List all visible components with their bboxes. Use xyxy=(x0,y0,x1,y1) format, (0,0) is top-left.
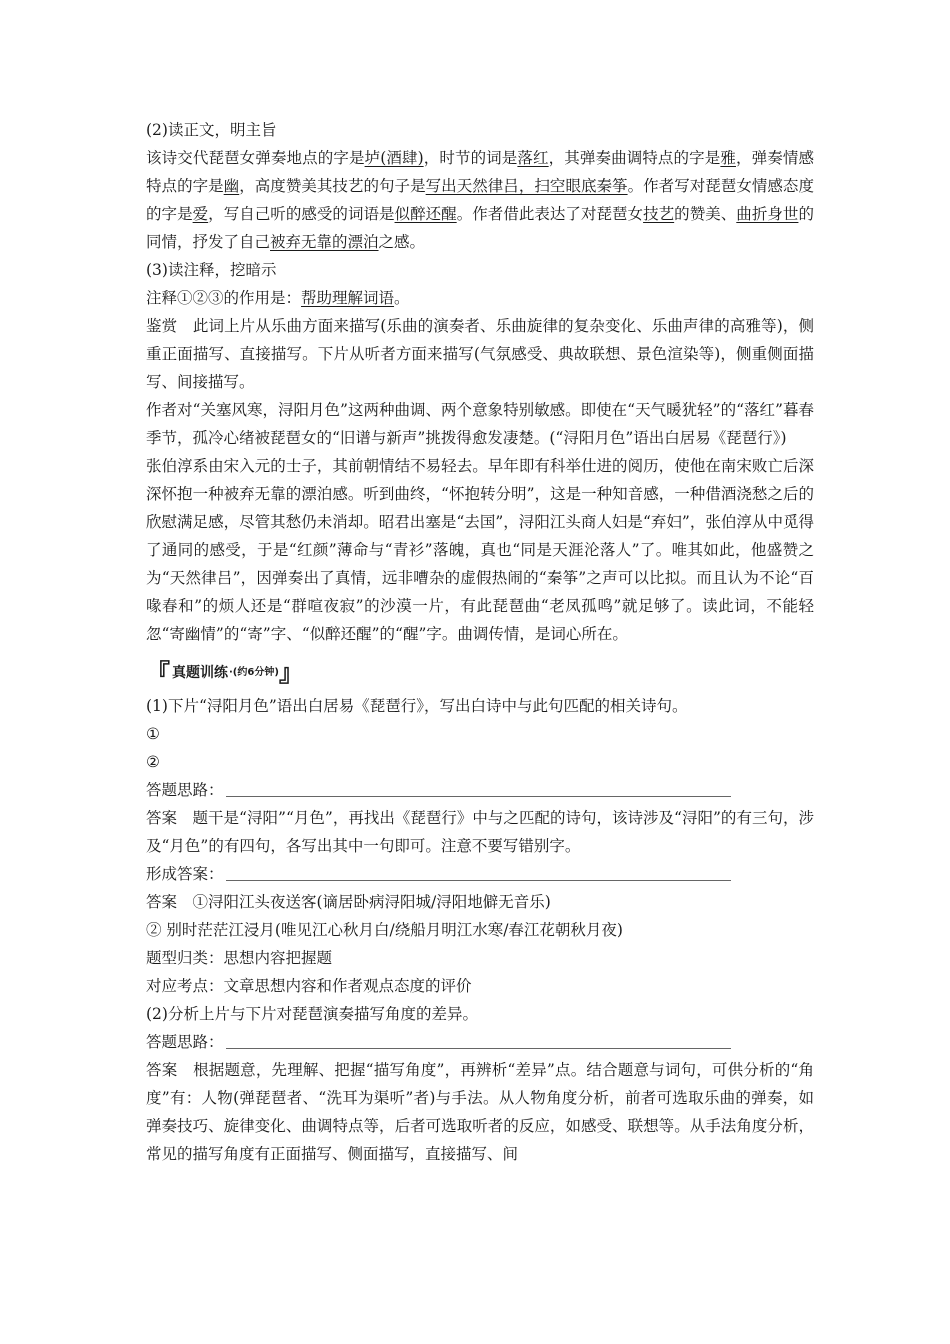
section-title-main: 真题训练 xyxy=(172,665,228,681)
subheading-read-notes: (3)读注释，挖暗示 xyxy=(146,261,277,279)
question-2: (2)分析上片与下片对琵琶演奏描写角度的差异。 xyxy=(146,1005,478,1023)
subheading-read-text: (2)读正文，明主旨 xyxy=(146,121,277,139)
section-title-time: ·(约6分钟) xyxy=(229,667,279,678)
question-1-type: 题型归类：思想内容把握题 xyxy=(146,949,333,967)
answer-thinking-label: 答题思路： xyxy=(146,781,224,799)
question-1-form-row xyxy=(146,860,814,888)
question-1-answer-line-1: 答案 ①浔阳江头夜送客(谪居卧病浔阳城/浔阳地僻无音乐) xyxy=(146,893,551,911)
paragraph-author-background: 张伯淳系由宋入元的士子，其前朝情结不易轻去。早年即有科举仕进的阅历，使他在南宋败亡后深深怀抱一种被弃无靠的漂泊感。听到曲终，“怀抱转分明”，这是一种知音感，一种借酒浇愁之后的欣慰满足感，尽管其愁仍未消却。昭君出塞是“去国”，浔阳江头商人妇是“弃妇”，张伯淳从中觅得了通同的感受，于是“红颜”薄命与“青衫”落魄，真也“同是天涯沦落人”了。唯其如此，他盛赞之为“天然律吕”，因弹奏出了真情，远非嘈杂的虚假热闹的“秦筝”之声可以比拟。而且认为不论“百喙春和”的烦人还是“群喧夜寂”的沙漠一片，有此琵琶曲“老凤孤鸣”就足够了。读此词，不能轻忽“寄幽情”的“寄”字、“似醉还醒”的“醒”字。曲调传情，是词心所在。 xyxy=(146,457,814,643)
section-title-practice xyxy=(146,658,814,688)
answer-thinking-line[interactable] xyxy=(226,1030,731,1049)
question-2-thinking-row xyxy=(146,1028,814,1056)
question-1-blank-1: ① xyxy=(146,725,160,743)
paragraph-imagery: 作者对“关塞风寒，浔阳月色”这两种曲调、两个意象特别敏感。即使在“天气暖犹轻”的“落红”暮春季节，孤冷心绪被琵琶女的“旧谱与新声”挑拨得愈发凄楚。(“浔阳月色”语出白居易《琵琶行》) xyxy=(146,401,814,447)
paragraph-appreciation: 鉴赏 此词上片从乐曲方面来描写(乐曲的演奏者、乐曲旋律的复杂变化、乐曲声律的高雅等)，侧重正面描写、直接描写。下片从听者方面来描写(气氛感受、典故联想、景色渲染等)，侧重侧面描写、间接描写。 xyxy=(146,317,814,391)
question-2-answer: 答案 根据题意，先理解、把握“描写角度”，再辨析“差异”点。结合题意与词句，可供分析的“角度”有：人物(弹琵琶者、“洗耳为渠听”者)与手法。从人物角度分析，前者可选取乐曲的弹奏，如弹奏技巧、旋律变化、曲调特点等，后者可选取听者的反应，如感受、联想等。从手法角度分析，常见的描写角度有正面描写、侧面描写，直接描写、间 xyxy=(146,1061,814,1163)
form-answer-label: 形成答案： xyxy=(146,865,224,883)
question-1-answer-thinking: 答案 题干是“浔阳”“月色”，再找出《琵琶行》中与之匹配的诗句，该诗涉及“浔阳”的有三句，涉及“月色”的有四句，各写出其中一句即可。注意不要写错别字。 xyxy=(146,809,814,855)
question-1-thinking-row xyxy=(146,776,814,804)
answer-thinking-label: 答题思路： xyxy=(146,1033,224,1051)
question-1: (1)下片“浔阳月色”语出白居易《琵琶行》，写出白诗中与此句匹配的相关诗句。 xyxy=(146,697,688,715)
question-1-exam-point: 对应考点：文章思想内容和作者观点态度的评价 xyxy=(146,977,472,995)
document-body xyxy=(146,116,814,1168)
question-1-answer-line-2: ② 别时茫茫江浸月(唯见江心秋月白/绕船月明江水寒/春江花朝秋月夜) xyxy=(146,921,623,939)
paragraph-theme-analysis: 该诗交代琵琶女弹奏地点的字是垆(酒肆)，时节的词是落红，其弹奏曲调特点的字是雅，弹奏情感特点的字是幽，高度赞美其技艺的句子是写出天然律吕，扫空眼底秦筝。作者写对琵琶女情感态度的字是爱，写自己听的感受的词语是似醉还醒。作者借此表达了对琵琶女技艺的赞美、曲折身世的同情，抒发了自己被弃无靠的漂泊之感。 xyxy=(146,149,814,251)
question-1-blank-2: ② xyxy=(146,753,160,771)
form-answer-line[interactable] xyxy=(226,862,731,881)
section-bracket-close: 』 xyxy=(278,659,303,687)
answer-thinking-line[interactable] xyxy=(226,778,731,797)
paragraph-notes-role: 注释①②③的作用是：帮助理解词语。 xyxy=(146,289,410,307)
section-bracket-open: 『 xyxy=(146,659,170,687)
